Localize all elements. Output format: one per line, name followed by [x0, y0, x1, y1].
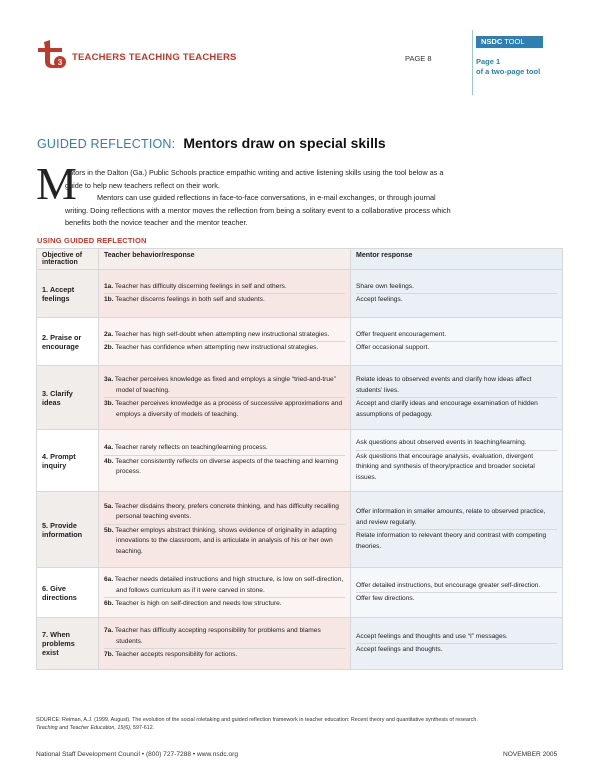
mentor-response-item: Accept and clarify ideas and encourage examination of hidden assumptions of pedagogy.	[356, 400, 538, 418]
intro-text	[37, 167, 455, 230]
mentor-response-item: Accept feelings.	[356, 296, 403, 303]
mentor-response-item: Ask questions that encourage analysis, evaluation, divergent thinking and synthesis of theory/practice and broader societal issues.	[356, 452, 535, 481]
tool-tag-rest: TOOL	[502, 37, 525, 46]
table-row	[37, 270, 563, 318]
behavior-text: Teacher perceives knowledge as fixed and employs a single “tried-and-true” model of teaching.	[113, 376, 336, 394]
behavior-label: 6a.	[104, 576, 114, 584]
t3-logo-icon	[34, 34, 70, 70]
header-divider	[472, 30, 473, 95]
behavior-text: Teacher has difficulty accepting responsibility for problems and blames students.	[113, 627, 321, 645]
behavior-text: Teacher has high self-doubt when attempting new instructional strategies.	[113, 330, 330, 338]
mentor-response-item: Relate ideas to observed events and clarify how ideas affect students’ lives.	[356, 374, 557, 398]
behavior-text: Teacher disdains theory, prefers concrete thinking, and has difficulty recalling personal teaching events.	[113, 502, 339, 521]
header-mentor: Mentor response	[351, 249, 563, 270]
section-heading: USING GUIDED REFLECTION	[37, 236, 147, 245]
teacher-behavior-item	[104, 398, 345, 421]
teacher-behavior-cell	[99, 366, 351, 430]
mentor-response-item: Ask questions about observed events in teaching/learning.	[356, 437, 557, 451]
mentor-response-item: Share own feelings.	[356, 281, 557, 295]
behavior-text: Teacher needs detailed instructions and high structure, is low on self-direction, and follows curriculum as if it were carved in stone.	[113, 576, 344, 594]
behavior-label: 5b.	[104, 526, 114, 534]
behavior-label: 7a.	[104, 627, 114, 635]
teacher-behavior-item	[104, 442, 345, 456]
tool-tag	[476, 36, 543, 48]
objective-cell: 4. Prompt inquiry	[37, 430, 99, 492]
tool-tag-bold: NSDC	[481, 37, 503, 46]
source-text: SOURCE: Reiman, A.J. (1999, August). The evolution of the social roletaking and guided reflection framework in teacher education: Recent theory and quantitative synthesis of research.	[36, 717, 478, 723]
mentor-response-item: Accept feelings and thoughts.	[356, 646, 443, 653]
behavior-label: 6b.	[104, 600, 114, 608]
teacher-behavior-item	[104, 625, 345, 649]
behavior-text: Teacher accepts responsibility for actions.	[113, 651, 238, 659]
objective-cell: 7. When problems exist	[37, 618, 99, 670]
intro-paragraph-2: Mentors can use guided reflections in face-to-face conversations, in e-mail exchanges, or through journal writing. Doing reflections with a mentor moves the reflection from being a solitary event to a collaborative process which benefits both the novice teacher and the mentor teacher.	[65, 193, 451, 227]
behavior-label: 1a.	[104, 282, 114, 290]
objective-cell: 1. Accept feelings	[37, 270, 99, 318]
behavior-label: 4b.	[104, 457, 114, 465]
behavior-label: 3a.	[104, 376, 114, 383]
behavior-text: Teacher consistently reflects on diverse aspects of the teaching and learning process.	[113, 457, 339, 476]
behavior-label: 2a.	[104, 330, 114, 338]
mentor-response-cell	[351, 430, 563, 492]
table-row	[37, 318, 563, 366]
behavior-text: Teacher perceives knowledge as a process of successive approximations and employs a diversity of models of teaching.	[113, 400, 343, 418]
behavior-text: Teacher employs abstract thinking, shows evidence of originality in adapting innovations to the classroom, and is articulate in analysis of his or her own teaching.	[113, 526, 337, 555]
behavior-text: Teacher discerns feelings in both self and students.	[113, 296, 265, 303]
objective-cell: 3. Clarify ideas	[37, 366, 99, 430]
behavior-label: 2b.	[104, 344, 114, 351]
table-row	[37, 492, 563, 568]
mentor-response-item: Accept feelings and thoughts and use “I” messages.	[356, 631, 557, 645]
behavior-text: Teacher rarely reflects on teaching/learning process.	[113, 444, 268, 452]
teacher-behavior-item	[104, 456, 345, 479]
page-info-line1: Page 1	[476, 57, 501, 66]
mentor-response-cell	[351, 366, 563, 430]
teacher-behavior-cell	[99, 318, 351, 366]
table-row	[37, 430, 563, 492]
teacher-behavior-cell	[99, 568, 351, 618]
mentor-response-item: Offer few directions.	[356, 595, 415, 602]
mentor-response-cell	[351, 568, 563, 618]
table-header-row	[37, 249, 563, 270]
objective-cell: 5. Provide information	[37, 492, 99, 568]
teacher-behavior-item	[104, 329, 345, 343]
mentor-response-item: Offer frequent encouragement.	[356, 329, 557, 343]
behavior-text: Teacher has confidence when attempting new instructional strategies.	[113, 344, 319, 351]
teacher-behavior-cell	[99, 430, 351, 492]
table-row	[37, 366, 563, 430]
footer-date: NOVEMBER 2005	[503, 751, 558, 758]
source-journal: Teaching and Teacher Education, 15(6),	[36, 725, 132, 731]
teacher-behavior-cell	[99, 618, 351, 670]
title-main: Mentors draw on special skills	[183, 135, 386, 151]
header-teacher: Teacher behavior/response	[99, 249, 351, 270]
table-row	[37, 618, 563, 670]
teacher-behavior-item	[104, 294, 345, 307]
page-info	[476, 57, 540, 77]
teacher-behavior-cell	[99, 270, 351, 318]
mentor-response-cell	[351, 492, 563, 568]
mentor-response-item: Offer occasional support.	[356, 344, 430, 351]
teacher-behavior-item	[104, 501, 345, 525]
behavior-label: 1b.	[104, 296, 114, 303]
teacher-behavior-item	[104, 574, 345, 598]
page-title	[37, 135, 386, 153]
page-number: PAGE 8	[405, 54, 432, 63]
mentor-response-item: Relate information to relevant theory and contrast with competing theories.	[356, 532, 547, 550]
source-pages: 597-612.	[131, 725, 155, 731]
behavior-label: 7b.	[104, 651, 114, 659]
guided-reflection-table	[36, 248, 563, 670]
teacher-behavior-item	[104, 525, 345, 559]
teacher-behavior-item	[104, 281, 345, 295]
behavior-text: Teacher is high on self-direction and needs low structure.	[113, 600, 282, 608]
brand-name: TEACHERS TEACHING TEACHERS	[72, 52, 237, 63]
mentor-response-cell	[351, 270, 563, 318]
mentor-response-cell	[351, 618, 563, 670]
teacher-behavior-item	[104, 598, 345, 611]
title-kicker: GUIDED REFLECTION:	[37, 137, 176, 151]
mentor-response-cell	[351, 318, 563, 366]
source-citation	[36, 716, 566, 732]
objective-cell: 6. Give directions	[37, 568, 99, 618]
teacher-behavior-item	[104, 374, 345, 398]
mentor-response-item: Offer detailed instructions, but encourage greater self-direction.	[356, 580, 557, 594]
behavior-text: Teacher has difficulty discerning feelings in self and others.	[113, 282, 287, 290]
objective-cell: 2. Praise or encourage	[37, 318, 99, 366]
page-info-line2: of a two-page tool	[476, 67, 541, 76]
table-row	[37, 568, 563, 618]
intro-paragraph-1: entors in the Dalton (Ga.) Public Schools practice empathic writing and active listening skills using the tool below as a guide to help new teachers reflect on their work.	[65, 168, 444, 190]
behavior-label: 5a.	[104, 502, 114, 510]
behavior-label: 3b.	[104, 400, 114, 407]
logo-number: 3	[57, 58, 63, 67]
drop-cap: M	[36, 158, 77, 209]
footer-left: National Staff Development Council • (800) 727-7288 • www.nsdc.org	[36, 751, 239, 758]
teacher-behavior-item	[104, 342, 345, 355]
mentor-response-item: Offer information in smaller amounts, relate to observed practice, and review regularly.	[356, 506, 557, 530]
header-objective: Objective of interaction	[37, 249, 99, 270]
teacher-behavior-item	[104, 649, 345, 662]
teacher-behavior-cell	[99, 492, 351, 568]
behavior-label: 4a.	[104, 444, 114, 452]
